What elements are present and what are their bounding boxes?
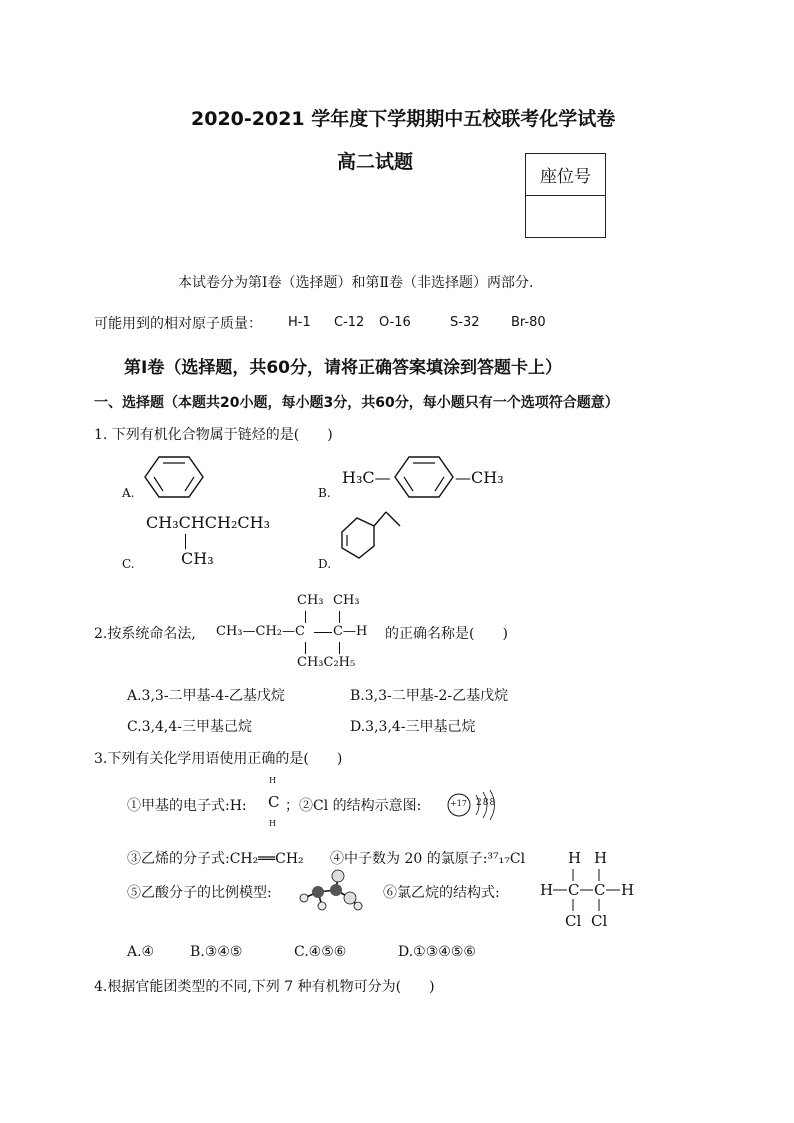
chlorine-nucleus-charge: +17	[450, 799, 467, 808]
q3-item1: ①甲基的电子式:H:	[127, 798, 247, 814]
q2-option-d: D.3,3,4-三甲基己烷	[350, 719, 476, 735]
q1-option-d-label: D.	[318, 557, 332, 571]
atomic-mass-h: H-1	[288, 315, 311, 330]
q3-item3: ③乙烯的分子式:CH₂══CH₂	[127, 851, 304, 867]
benzene-structure	[144, 455, 206, 499]
q2-top-bond-2	[339, 611, 340, 623]
q2-option-a: A.3,3-二甲基-4-乙基戊烷	[127, 688, 285, 704]
exam-title: 2020-2021 学年度下学期期中五校联考化学试卷	[191, 108, 616, 130]
q3-item2: ；②Cl 的结构示意图:	[285, 798, 422, 814]
q3-item6-left-h: H	[540, 881, 554, 899]
atomic-mass-c: C-12	[334, 315, 365, 330]
q3-item4: ④中子数为 20 的氯原子:³⁷₁₇Cl	[330, 851, 526, 867]
q3-item6-cl-2: Cl	[591, 912, 608, 930]
q3-item1-top-h: H	[269, 776, 276, 785]
q3-item6-cl-1: Cl	[565, 912, 582, 930]
atomic-mass-o: O-16	[379, 315, 411, 330]
atomic-mass-s: S-32	[450, 315, 480, 330]
q1-option-c-label: C.	[122, 557, 135, 571]
exam-subtitle: 高二试题	[337, 151, 414, 173]
q2-top-methyl-1: CH₃	[297, 593, 324, 608]
q2-stem-prefix: 2.按系统命名法,	[94, 626, 196, 642]
q3-item6-carbon-2: C	[594, 881, 606, 899]
ethylcyclohexene-structure	[334, 508, 410, 574]
q3-item5: ⑤乙酸分子的比例模型:	[127, 885, 272, 901]
q3-item1-bottom-h: H	[269, 819, 276, 828]
q1-option-b-label: B.	[318, 486, 331, 500]
atomic-mass-br: Br-80	[511, 315, 546, 330]
q2-bottom-bond-2	[339, 642, 340, 654]
q2-middle-carbon: C	[333, 624, 343, 639]
part1-heading: 第Ⅰ卷（选择题，共60分，请将正确答案填涂到答题卡上）	[124, 358, 562, 378]
q3-option-c: C.④⑤⑥	[294, 944, 347, 960]
q3-item6: ⑥氯乙烷的结构式:	[383, 885, 500, 901]
q1-b-left-group: H₃C—	[342, 468, 391, 487]
q1-option-a-label: A.	[122, 486, 135, 500]
section-heading: 一、选择题（本题共20小题，每小题3分，共60分，每小题只有一个选项符合题意）	[94, 395, 619, 411]
p-xylene-ring	[394, 455, 456, 499]
q1-c-branch: CH₃	[181, 549, 214, 568]
q2-hydrogen: —H	[343, 624, 368, 639]
q1-c-main-chain: CH₃CHCH₂CH₃	[146, 513, 271, 532]
seat-number-box	[525, 153, 606, 238]
q3-option-a: A.④	[127, 944, 155, 960]
q3-stem: 3.下列有关化学用语使用正确的是( )	[94, 751, 343, 767]
q3-item6-right-h: H	[621, 881, 635, 899]
q2-bottom-bond-1	[305, 642, 306, 654]
atomic-masses-label: 可能用到的相对原子质量：	[94, 316, 262, 332]
exam-note: 本试卷分为第Ⅰ卷（选择题）和第Ⅱ卷（非选择题）两部分.	[178, 275, 534, 291]
q2-stem-suffix: 的正确名称是( )	[385, 626, 508, 642]
chlorine-shell-electrons: 288	[476, 798, 497, 808]
q2-c-c-bond	[314, 632, 332, 633]
q3-item6-carbon-1: C	[568, 881, 580, 899]
q3-item1-carbon: C	[268, 793, 280, 811]
q4-stem: 4.根据官能团类型的不同,下列 7 种有机物可分为( )	[94, 979, 435, 995]
q3-option-d: D.①③④⑤⑥	[398, 944, 476, 960]
chloroethane-bonds	[540, 866, 640, 916]
q3-item6-top-h-1: H	[568, 849, 582, 867]
q2-option-b: B.3,3-二甲基-2-乙基戊烷	[350, 688, 509, 704]
q2-option-c: C.3,4,4-三甲基己烷	[127, 719, 253, 735]
q1-b-right-group: —CH₃	[455, 468, 504, 487]
q3-option-b: B.③④⑤	[190, 944, 243, 960]
q2-top-methyl-2: CH₃	[333, 593, 360, 608]
q2-main-chain: CH₃—CH₂—C	[216, 624, 305, 639]
q2-top-bond-1	[305, 611, 306, 623]
q1-c-branch-bond	[185, 534, 186, 549]
seat-number-label: 座位号	[526, 154, 605, 196]
q3-item6-top-h-2: H	[594, 849, 608, 867]
q2-bottom-groups: CH₃C₂H₅	[297, 655, 356, 670]
acetic-acid-ball-model	[296, 868, 366, 912]
q1-stem: 1. 下列有机化合物属于链烃的是( )	[94, 427, 333, 443]
